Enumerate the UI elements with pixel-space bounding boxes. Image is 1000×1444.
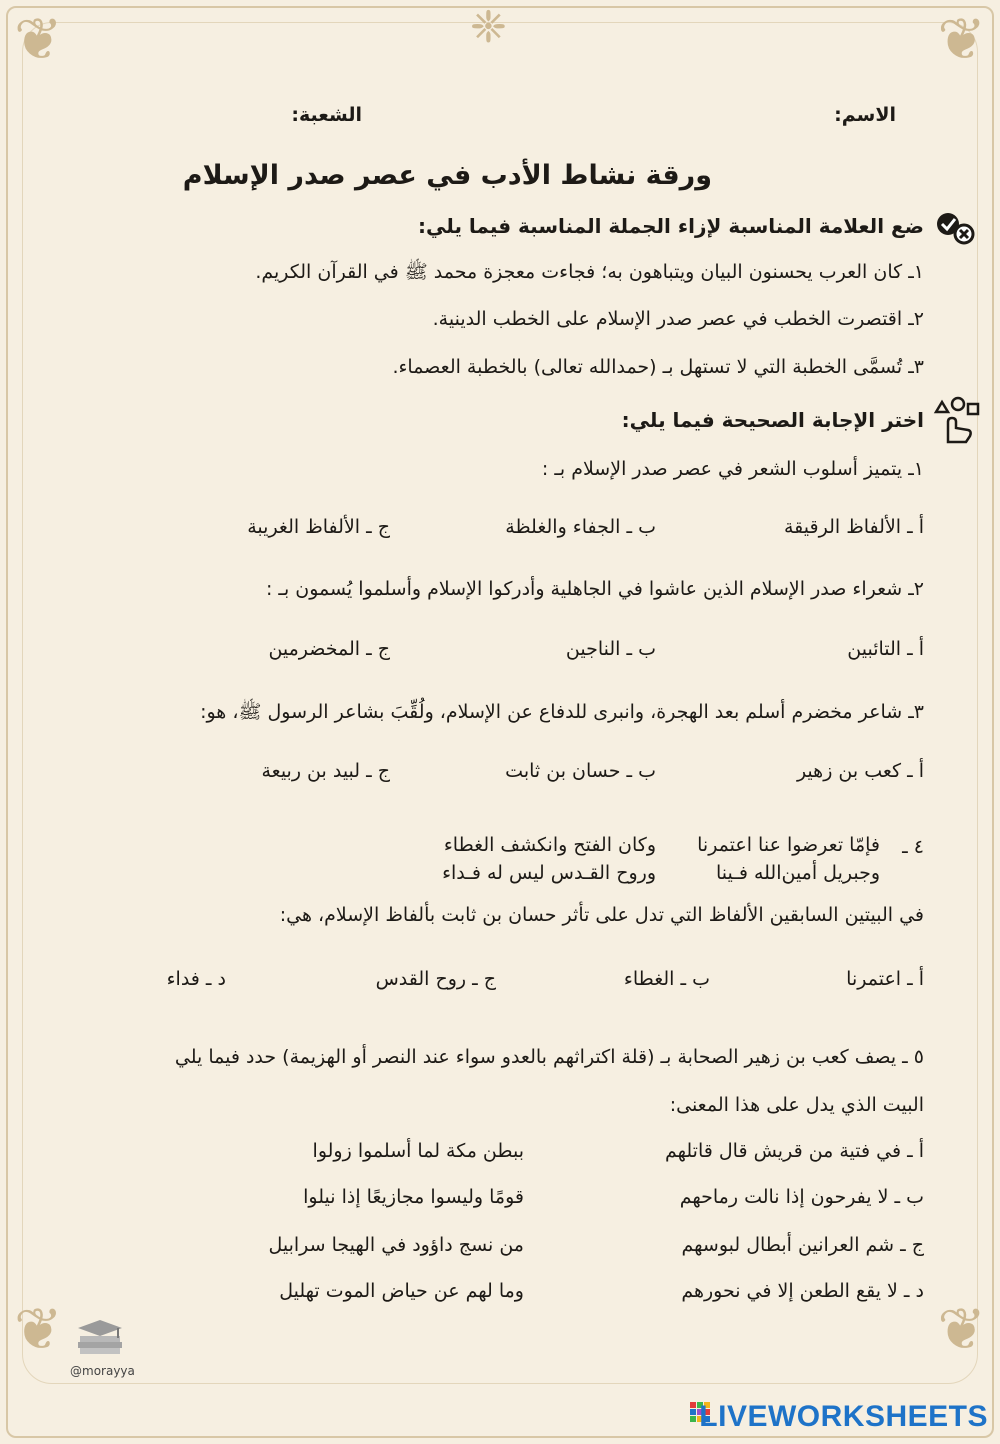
q4-text: في البيتين السابقين الألفاظ التي تدل على تأثر حسان بن ثابت بألفاظ الإسلام، هي:: [279, 904, 924, 926]
name-label: الاسم:: [834, 104, 896, 126]
q4-option-a[interactable]: أ ـ اعتمرنا: [846, 968, 924, 990]
part1-statement-3: ٣ـ تُسمَّى الخطبة التي لا تستهل بـ (حمدالله تعالى) بالخطبة العصماء.: [392, 356, 924, 378]
q3-option-b[interactable]: ب ـ حسان بن ثابت: [505, 760, 656, 782]
q4-verse2-second-half: وروح القـدس ليس له فـداء: [442, 862, 656, 884]
q1-option-a[interactable]: أ ـ الألفاظ الرقيقة: [783, 516, 924, 538]
top-center-ornament: ❈: [470, 2, 507, 53]
corner-ornament-bottom-left: ❦: [14, 1295, 63, 1363]
q5-text-line-2: البيت الذي يدل على هذا المعنى:: [669, 1094, 924, 1116]
part1-statement-2: ٢ـ اقتصرت الخطب في عصر صدر الإسلام على الخطب الدينية.: [432, 308, 924, 330]
q4-option-b[interactable]: ب ـ الغطاء: [623, 968, 710, 990]
corner-ornament-bottom-right: ❦: [937, 1295, 986, 1363]
q5-row-a-second: ببطن مكة لما أسلموا زولوا: [312, 1140, 524, 1162]
q2-option-b[interactable]: ب ـ الناجين: [565, 638, 656, 660]
liveworksheets-brand[interactable]: LIVEWORKSHEETS: [699, 1400, 988, 1433]
page-title: ورقة نشاط الأدب في عصر صدر الإسلام: [182, 160, 712, 191]
q3-text: ٣ـ شاعر مخضرم أسلم بعد الهجرة، وانبرى للدفاع عن الإسلام، ولُقِّبَ بشاعر الرسول ﷺ، هو:: [200, 701, 924, 723]
q2-option-a[interactable]: أ ـ التائبين: [847, 638, 924, 660]
q3-option-c[interactable]: ج ـ لبيد بن ربيعة: [261, 760, 390, 782]
corner-ornament-top-left: ❦: [14, 5, 63, 73]
q5-row-d-second: وما لهم عن حياض الموت تهليل: [279, 1280, 524, 1302]
part2-heading: اختر الإجابة الصحيحة فيما يلي:: [621, 408, 924, 432]
q4-option-d[interactable]: د ـ فداء: [166, 968, 226, 990]
part1-heading: ضع العلامة المناسبة لإزاء الجملة المناسبة فيما يلي:: [418, 214, 924, 238]
q4-option-c[interactable]: ج ـ روح القدس: [375, 968, 496, 990]
q5-row-c-first[interactable]: ج ـ شم العرانين أبطال لبوسهم: [681, 1234, 924, 1256]
q4-verse2-first-half: وجبريل أمين‌الله فـينا: [716, 862, 880, 884]
choice-hand-icon: [930, 392, 984, 448]
q5-row-c-second: من نسج داؤود في الهيجا سرابيل: [268, 1234, 524, 1256]
q1-option-b[interactable]: ب ـ الجفاء والغلظة: [505, 516, 656, 538]
q4-number: ٤ ـ: [902, 836, 924, 858]
check-cross-icon: [934, 210, 978, 250]
corner-ornament-top-right: ❦: [937, 5, 986, 73]
q2-option-c[interactable]: ج ـ المخضرمين: [268, 638, 390, 660]
author-handle: @morayya: [70, 1364, 135, 1378]
q5-text-line-1: ٥ ـ يصف كعب بن زهير الصحابة بـ (قلة اكتراثهم بالعدو سواء عند النصر أو الهزيمة) حدد فيما يلي: [174, 1046, 924, 1068]
q4-verse1-second-half: وكان الفتح وانكشف الغطاء: [443, 834, 656, 856]
q4-verse1-first-half: فإمّا تعرضوا عنا اعتمرنا: [697, 834, 880, 856]
section-label: الشعبة:: [291, 104, 362, 126]
q5-row-b-second: قومًا وليسوا مجازيعًا إذا نيلوا: [303, 1186, 524, 1208]
q3-option-a[interactable]: أ ـ كعب بن زهير: [796, 760, 924, 782]
q5-row-d-first[interactable]: د ـ لا يقع الطعن إلا في نحورهم: [681, 1280, 924, 1302]
books-logo-icon: [72, 1314, 128, 1364]
q5-row-b-first[interactable]: ب ـ لا يفرحون إذا نالت رماحهم: [679, 1186, 924, 1208]
part1-statement-1: ١ـ كان العرب يحسنون البيان ويتباهون به؛ فجاءت معجزة محمد ﷺ في القرآن الكريم.: [255, 261, 924, 283]
q5-row-a-first[interactable]: أ ـ في فتية من قريش قال قاتلهم: [664, 1140, 924, 1162]
q1-text: ١ـ يتميز أسلوب الشعر في عصر صدر الإسلام بـ :: [541, 458, 924, 480]
q1-option-c[interactable]: ج ـ الألفاظ الغريبة: [247, 516, 390, 538]
q2-text: ٢ـ شعراء صدر الإسلام الذين عاشوا في الجاهلية وأدركوا الإسلام وأسلموا يُسمون بـ :: [265, 578, 924, 600]
